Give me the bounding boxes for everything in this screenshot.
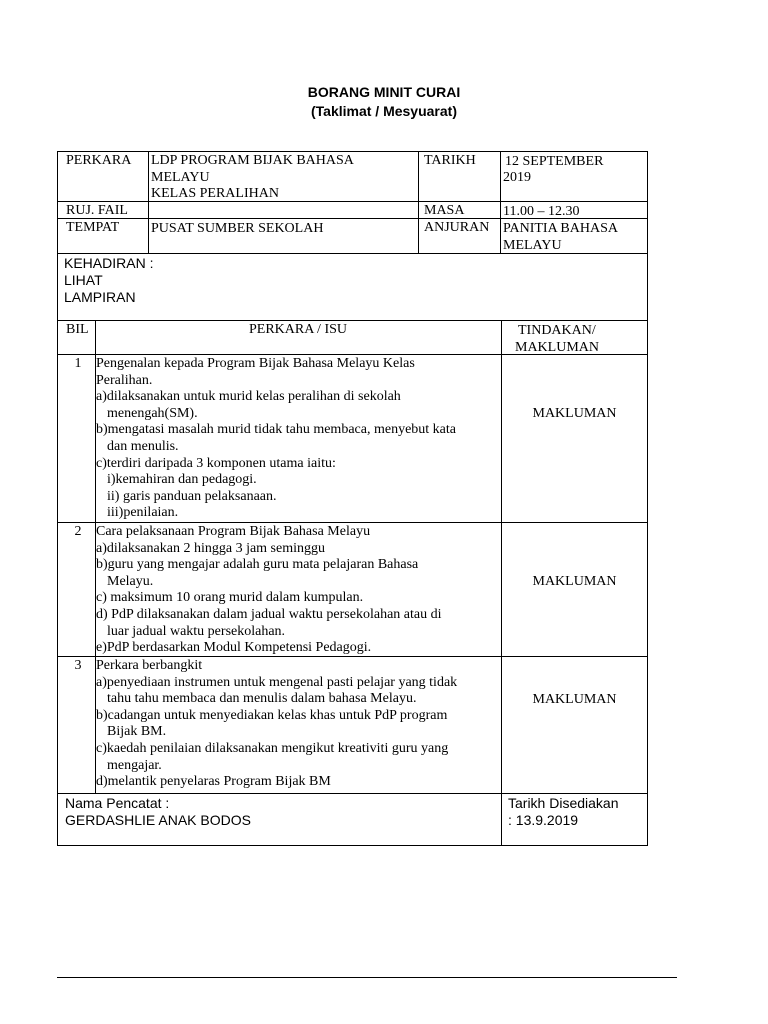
masa-label: MASA <box>424 203 465 218</box>
tarikh-line-2: 2019 <box>503 170 531 185</box>
item-1-line: a)dilaksanakan untuk murid kelas peralihan di sekolah <box>96 389 401 405</box>
tempat-label: TEMPAT <box>66 220 120 235</box>
item-1-line: Pengenalan kepada Program Bijak Bahasa Melayu Kelas <box>96 356 415 371</box>
perkara-line-2: MELAYU <box>151 170 210 185</box>
tarikh-disediakan-label: Tarikh Disediakan <box>508 795 619 811</box>
item-3-line: Perkara berbangkit <box>96 658 203 673</box>
tempat-value: PUSAT SUMBER SEKOLAH <box>151 221 324 236</box>
item-2-line: d) PdP dilaksanakan dalam jadual waktu persekolahan atau di <box>96 606 442 622</box>
item-3-line: d)melantik penyelaras Program Bijak BM <box>96 774 331 790</box>
item-3-line: c)kaedah penilaian dilaksanakan mengikut kreativiti guru yang <box>96 740 449 756</box>
item-1-line: i)kemahiran dan pedagogi. <box>107 472 257 488</box>
item-1-bil: 1 <box>74 356 82 371</box>
item-1-tindakan: MAKLUMAN <box>532 406 617 421</box>
tarikh-disediakan-value: : 13.9.2019 <box>508 812 579 828</box>
item-2-line: c) maksimum 10 orang murid dalam kumpulan. <box>96 590 364 606</box>
item-1-line: ii) garis panduan pelaksanaan. <box>107 488 277 504</box>
item-3-bil: 3 <box>74 658 82 673</box>
item-2-tindakan: MAKLUMAN <box>532 574 617 589</box>
kehadiran-line-3: LAMPIRAN <box>64 289 136 305</box>
item-1-line: dan menulis. <box>107 438 179 454</box>
kehadiran-line-1: KEHADIRAN : <box>64 255 154 271</box>
pencatat-label: Nama Pencatat : <box>65 795 170 811</box>
form-title: BORANG MINIT CURAI <box>307 84 461 100</box>
column-perkara: PERKARA / ISU <box>248 322 348 337</box>
item-3-line: mengajar. <box>107 757 162 773</box>
anjuran-line-2: MELAYU <box>503 238 562 253</box>
form-subtitle: (Taklimat / Mesyuarat) <box>310 103 457 119</box>
perkara-line-3: KELAS PERALIHAN <box>151 186 279 201</box>
column-bil: BIL <box>66 322 89 337</box>
page-footer-rule <box>57 977 677 978</box>
pencatat-name: GERDASHLIE ANAK BODOS <box>65 812 251 828</box>
anjuran-label: ANJURAN <box>424 220 490 235</box>
item-1-line: b)mengatasi masalah murid tidak tahu membaca, menyebut kata <box>96 422 456 438</box>
item-3-text <box>96 658 500 791</box>
item-1-line: Peralihan. <box>96 372 153 388</box>
item-2-text <box>96 524 500 657</box>
item-1-text <box>96 356 500 522</box>
perkara-line-1: LDP PROGRAM BIJAK BAHASA <box>151 153 354 168</box>
kehadiran-line-2: LIHAT <box>64 272 103 288</box>
item-2-line: Cara pelaksanaan Program Bijak Bahasa Melayu <box>96 524 371 539</box>
rujfail-label: RUJ. FAIL <box>66 203 128 218</box>
item-2-line: luar jadual waktu persekolahan. <box>107 623 286 639</box>
anjuran-line-1: PANITIA BAHASA <box>503 221 619 236</box>
tarikh-label: TARIKH <box>424 153 476 168</box>
masa-value: 11.00 – 12.30 <box>503 204 580 219</box>
item-1-line: iii)penilaian. <box>107 505 179 521</box>
perkara-label: PERKARA <box>66 153 132 168</box>
item-3-line: a)penyediaan instrumen untuk mengenal pasti pelajar yang tidak <box>96 674 458 690</box>
item-2-line: e)PdP berdasarkan Modul Kompetensi Pedagogi. <box>96 640 372 656</box>
item-3-line: tahu tahu membaca dan menulis dalam bahasa Melayu. <box>107 691 417 707</box>
tarikh-line-1: 12 SEPTEMBER <box>505 154 604 169</box>
item-1-line: c)terdiri daripada 3 komponen utama iaitu: <box>96 455 336 471</box>
column-tindakan-line-2: MAKLUMAN <box>515 340 599 355</box>
item-2-line: Melayu. <box>107 573 154 589</box>
item-1-line: menengah(SM). <box>107 405 198 421</box>
item-3-line: Bijak BM. <box>107 724 167 740</box>
item-3-tindakan: MAKLUMAN <box>532 692 617 707</box>
item-2-line: b)guru yang mengajar adalah guru mata pelajaran Bahasa <box>96 557 419 573</box>
item-2-bil: 2 <box>74 524 82 539</box>
item-2-line: a)dilaksanakan 2 hingga 3 jam seminggu <box>96 540 325 556</box>
item-3-line: b)cadangan untuk menyediakan kelas khas untuk PdP program <box>96 707 448 723</box>
column-tindakan-line-1: TINDAKAN/ <box>518 323 596 338</box>
